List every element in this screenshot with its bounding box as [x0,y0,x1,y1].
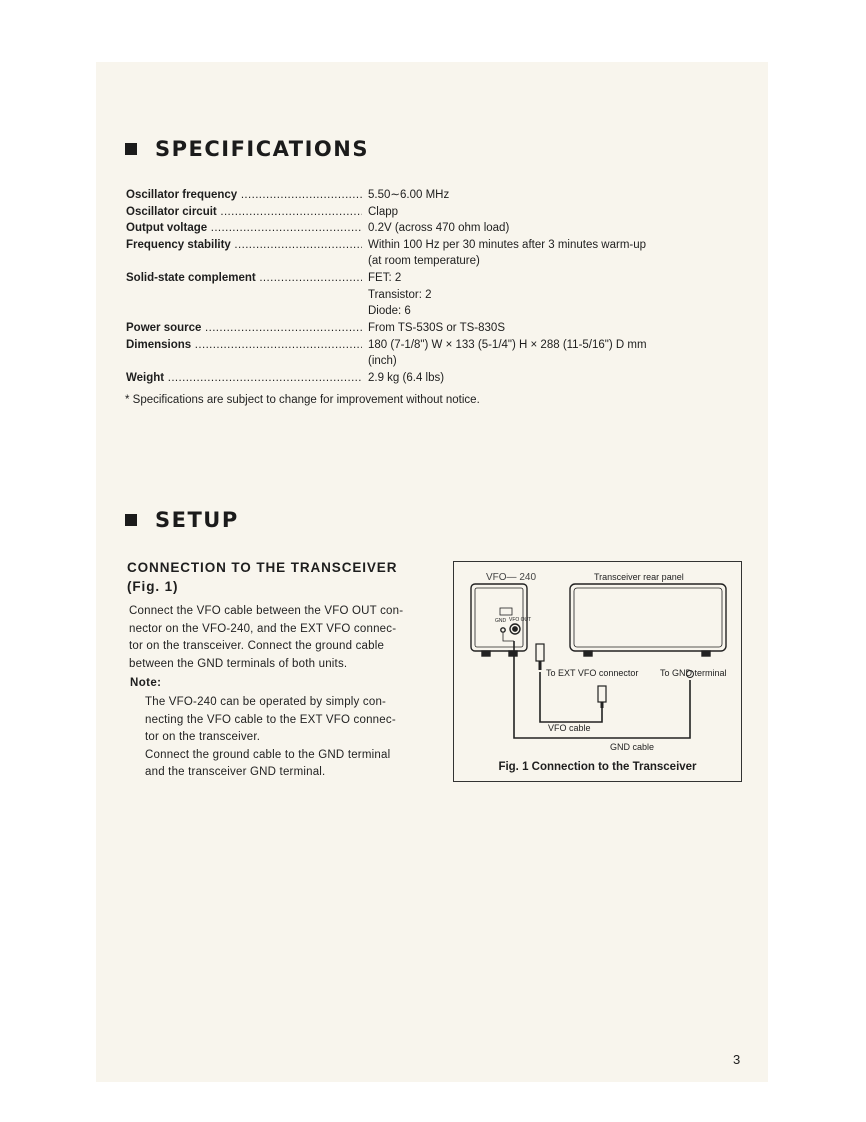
ext-vfo-connector-label: To EXT VFO connector [546,668,639,678]
spec-value: Within 100 Hz per 30 minutes after 3 minutes warm-up [368,239,647,251]
spec-value: Diode: 6 [368,305,411,317]
vfo-plug [536,644,544,661]
page-number: 3 [733,1052,741,1067]
note-line: Connect the ground cable to the GND terminal [145,748,391,761]
gnd-cable-label: GND cable [610,742,655,752]
spec-value: From TS-530S or TS-830S [368,322,505,334]
rear-panel-label: Transceiver rear panel [594,572,684,582]
note-line: and the transceiver GND terminal. [145,766,326,778]
setup-heading [125,508,239,532]
note-line: The VFO-240 can be operated by simply con- [145,696,387,708]
spec-label: Power source ..... [126,320,362,337]
note-paragraph [145,694,396,782]
spec-row [126,187,746,204]
spec-label: Weight ..... [126,370,362,387]
spec-row-continuation [126,253,746,270]
spec-row [126,370,746,387]
spec-row [126,237,746,254]
note-line: tor on the transceiver. [145,731,261,743]
transceiver-inner [574,588,722,647]
transceiver-foot [584,651,592,656]
paragraph-line: tor on the transceiver. Connect the ground cable [129,640,385,652]
connection-figure [453,561,742,782]
vfo-out-pin [513,627,517,631]
note-label: Note: [130,677,162,689]
spec-value: FET: 2 [368,272,402,284]
spec-value: 5.50∼6.00 MHz [368,189,450,201]
vfo-nameplate [500,608,512,615]
spec-value: 0.2V (across 470 ohm load) [368,222,510,234]
spec-value: (at room temperature) [368,255,480,267]
spec-row [126,270,746,287]
paragraph-line: Connect the VFO cable between the VFO OUT con- [129,605,404,617]
specifications-heading [125,137,369,161]
vfo-foot [509,651,517,656]
spec-value: 180 (7-1/8") W × 133 (5-1/4") H × 288 (11-5/16") D mm [368,339,647,351]
spec-label: Oscillator circuit ..... [126,204,362,221]
vfo-cable [540,672,602,722]
figure-caption: Fig. 1 Connection to the Transceiver [498,761,697,773]
vfo-model-label: VFO— 240 [486,572,537,583]
spec-value: Transistor: 2 [368,289,432,301]
spec-row-continuation [126,303,746,320]
spec-label: Frequency stability ..... [126,237,362,254]
spec-value: Clapp [368,206,399,218]
transceiver-body [570,584,726,651]
spec-row-continuation [126,287,746,304]
vfo-out-small-label: VFO OUT [509,617,532,623]
spec-label: Oscillator frequency ..... [126,187,362,204]
spec-label: Solid-state complement ..... [126,270,362,287]
gnd-small-label: GND [495,618,507,624]
paragraph-line: nector on the VFO-240, and the EXT VFO connec- [129,622,397,635]
spec-row [126,220,746,237]
spec-row-continuation [126,353,746,370]
spec-value: (inch) [368,355,397,367]
spec-row [126,337,746,354]
gnd-terminal-label: To GND terminal [660,668,727,678]
vfo-gnd-terminal [501,628,505,632]
connection-subheading: CONNECTION TO THE TRANSCEIVER [127,560,398,575]
connection-diagram [454,562,741,781]
spec-value: 2.9 kg (6.4 lbs) [368,372,445,384]
heading-bullet [125,143,137,155]
vfo-foot [482,651,490,656]
heading-bullet [125,514,137,526]
ext-vfo-plug [598,686,606,702]
note-line: necting the VFO cable to the EXT VFO connec- [145,713,396,726]
spec-label: Dimensions ..... [126,337,362,354]
vfo-cable-label: VFO cable [548,723,591,733]
setup-title: SETUP [155,508,239,532]
spec-row [126,320,746,337]
paragraph-line: between the GND terminals of both units. [129,657,348,670]
spec-row [126,204,746,221]
connection-paragraph [129,603,403,673]
connection-subheading-ref: (Fig. 1) [127,579,179,594]
specifications-title: SPECIFICATIONS [155,137,369,161]
spec-label: Output voltage ..... [126,220,362,237]
spec-footnote: * Specifications are subject to change for improvement without notice. [125,394,480,406]
transceiver-foot [702,651,710,656]
